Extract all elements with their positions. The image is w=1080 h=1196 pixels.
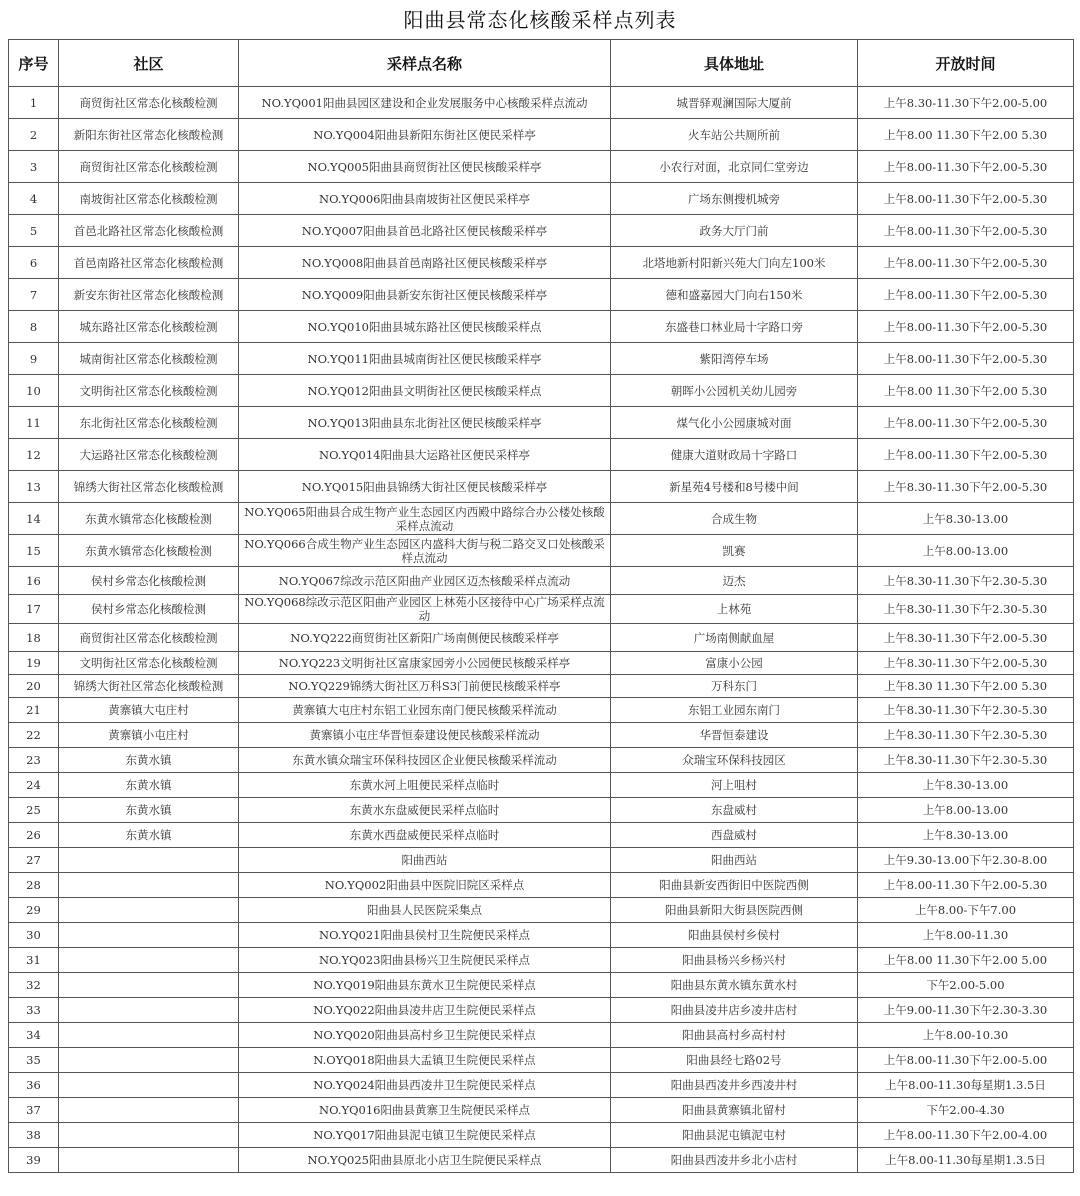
cell-community: 商贸街社区常态化核酸检测 <box>59 87 239 119</box>
cell-index: 2 <box>9 119 59 151</box>
cell-site-name: NO.YQ068综改示范区阳曲产业园区上林苑小区接待中心广场采样点流动 <box>239 595 611 624</box>
cell-site-name: NO.YQ004阳曲县新阳东街社区便民采样亭 <box>239 119 611 151</box>
cell-site-name: 东黄水西盘威便民采样点临时 <box>239 823 611 848</box>
cell-index: 30 <box>9 923 59 948</box>
sampling-points-table <box>8 39 1074 1173</box>
cell-hours: 上午8.00 11.30下午2.00 5.30 <box>858 119 1074 151</box>
cell-address: 东盛巷口林业局十字路口旁 <box>611 311 858 343</box>
table-row <box>9 923 1074 948</box>
cell-community <box>59 1123 239 1148</box>
table-row <box>9 675 1074 698</box>
table-row <box>9 948 1074 973</box>
cell-index: 16 <box>9 567 59 595</box>
cell-address: 朝晖小公园机关幼儿园旁 <box>611 375 858 407</box>
cell-index: 10 <box>9 375 59 407</box>
cell-site-name: 黄寨镇大屯庄村东铝工业园东南门便民核酸采样流动 <box>239 698 611 723</box>
cell-address: 阳曲县凌井店乡凌井店村 <box>611 998 858 1023</box>
cell-hours: 上午8.00-11.30下午2.00-5.30 <box>858 343 1074 375</box>
cell-address: 迈杰 <box>611 567 858 595</box>
cell-community: 新安东街社区常态化核酸检测 <box>59 279 239 311</box>
cell-address: 万科东门 <box>611 675 858 698</box>
cell-site-name: N.OYQ018阳曲县大盂镇卫生院便民采样点 <box>239 1048 611 1073</box>
cell-address: 城晋驿观澜国际大厦前 <box>611 87 858 119</box>
table-row <box>9 279 1074 311</box>
cell-site-name: NO.YQ013阳曲县东北街社区便民核酸采样亭 <box>239 407 611 439</box>
table-row <box>9 748 1074 773</box>
cell-site-name: NO.YQ017阳曲县泥屯镇卫生院便民采样点 <box>239 1123 611 1148</box>
cell-hours: 上午8.00-11.30下午2.00-5.30 <box>858 183 1074 215</box>
cell-community: 东黄水镇常态化核酸检测 <box>59 503 239 535</box>
cell-index: 3 <box>9 151 59 183</box>
cell-community: 黄寨镇小屯庄村 <box>59 723 239 748</box>
cell-index: 5 <box>9 215 59 247</box>
cell-community: 文明街社区常态化核酸检测 <box>59 652 239 675</box>
cell-hours: 上午8.30-11.30下午2.30-5.30 <box>858 567 1074 595</box>
cell-index: 36 <box>9 1073 59 1098</box>
table-row <box>9 567 1074 595</box>
table-row <box>9 873 1074 898</box>
cell-hours: 上午8.30-11.30下午2.30-5.30 <box>858 748 1074 773</box>
cell-address: 华晋恒泰建设 <box>611 723 858 748</box>
cell-community: 首邑南路社区常态化核酸检测 <box>59 247 239 279</box>
cell-community: 侯村乡常态化核酸检测 <box>59 595 239 624</box>
cell-index: 15 <box>9 535 59 567</box>
cell-address: 小农行对面，北京同仁堂旁边 <box>611 151 858 183</box>
cell-index: 6 <box>9 247 59 279</box>
cell-index: 14 <box>9 503 59 535</box>
cell-address: 新星苑4号楼和8号楼中间 <box>611 471 858 503</box>
cell-site-name: 东黄水镇众瑞宝环保科技园区企业便民核酸采样流动 <box>239 748 611 773</box>
cell-hours: 上午8.00-11.30 <box>858 923 1074 948</box>
table-row <box>9 998 1074 1023</box>
cell-site-name: NO.YQ019阳曲县东黄水卫生院便民采样点 <box>239 973 611 998</box>
table-row <box>9 1148 1074 1173</box>
cell-hours: 上午8.00-11.30下午2.00-5.30 <box>858 279 1074 311</box>
cell-index: 24 <box>9 773 59 798</box>
table-row <box>9 798 1074 823</box>
table-header-row <box>9 40 1074 87</box>
table-row <box>9 1098 1074 1123</box>
cell-index: 39 <box>9 1148 59 1173</box>
cell-address: 火车站公共厕所前 <box>611 119 858 151</box>
cell-site-name: NO.YQ229锦绣大街社区万科S3门前便民核酸采样亭 <box>239 675 611 698</box>
cell-hours: 上午8.00-11.30每星期1.3.5日 <box>858 1148 1074 1173</box>
cell-site-name: NO.YQ010阳曲县城东路社区便民核酸采样点 <box>239 311 611 343</box>
cell-community: 新阳东街社区常态化核酸检测 <box>59 119 239 151</box>
cell-site-name: NO.YQ020阳曲县高村乡卫生院便民采样点 <box>239 1023 611 1048</box>
cell-hours: 上午8.00-11.30下午2.00-5.30 <box>858 311 1074 343</box>
table-row <box>9 848 1074 873</box>
table-row <box>9 311 1074 343</box>
cell-community: 文明街社区常态化核酸检测 <box>59 375 239 407</box>
page-title: 阳曲县常态化核酸采样点列表 <box>403 8 677 32</box>
cell-community <box>59 848 239 873</box>
cell-address: 富康小公园 <box>611 652 858 675</box>
cell-address: 北塔地新村阳新兴苑大门向左100米 <box>611 247 858 279</box>
cell-site-name: NO.YQ223文明街社区富康家园旁小公园便民核酸采样亭 <box>239 652 611 675</box>
cell-site-name: 东黄水东盘威便民采样点临时 <box>239 798 611 823</box>
cell-index: 27 <box>9 848 59 873</box>
table-row <box>9 1023 1074 1048</box>
cell-hours: 上午8.30-13.00 <box>858 773 1074 798</box>
table-row <box>9 247 1074 279</box>
cell-site-name: NO.YQ014阳曲县大运路社区便民采样亭 <box>239 439 611 471</box>
table-row <box>9 183 1074 215</box>
cell-site-name: NO.YQ023阳曲县杨兴卫生院便民采样点 <box>239 948 611 973</box>
cell-site-name: NO.YQ002阳曲县中医院旧院区采样点 <box>239 873 611 898</box>
cell-address: 阳曲县新安西街旧中医院西侧 <box>611 873 858 898</box>
cell-hours: 上午8.00-11.30下午2.00-5.30 <box>858 151 1074 183</box>
cell-site-name: NO.YQ015阳曲县锦绣大街社区便民核酸采样亭 <box>239 471 611 503</box>
cell-address: 紫阳湾停车场 <box>611 343 858 375</box>
cell-address: 德和盛嘉园大门向右150米 <box>611 279 858 311</box>
cell-community: 城南街社区常态化核酸检测 <box>59 343 239 375</box>
cell-address: 阳曲县高村乡高村村 <box>611 1023 858 1048</box>
cell-hours: 上午8.30 11.30下午2.00 5.30 <box>858 675 1074 698</box>
cell-index: 25 <box>9 798 59 823</box>
table-body <box>9 87 1074 1173</box>
cell-index: 9 <box>9 343 59 375</box>
cell-hours: 上午8.00-11.30下午2.00-5.30 <box>858 873 1074 898</box>
cell-site-name: NO.YQ067综改示范区阳曲产业园区迈杰核酸采样点流动 <box>239 567 611 595</box>
cell-hours: 下午2.00-4.30 <box>858 1098 1074 1123</box>
cell-address: 广场东侧搜机城旁 <box>611 183 858 215</box>
cell-community: 黄寨镇大屯庄村 <box>59 698 239 723</box>
header-index: 序号 <box>9 40 59 87</box>
cell-hours: 上午8.00-13.00 <box>858 535 1074 567</box>
cell-site-name: NO.YQ008阳曲县首邑南路社区便民核酸采样亭 <box>239 247 611 279</box>
cell-address: 东盘威村 <box>611 798 858 823</box>
table-row <box>9 503 1074 535</box>
cell-address: 东铝工业园东南门 <box>611 698 858 723</box>
cell-community: 商贸街社区常态化核酸检测 <box>59 151 239 183</box>
table-row <box>9 439 1074 471</box>
table-row <box>9 898 1074 923</box>
cell-address: 凯赛 <box>611 535 858 567</box>
cell-community: 南坡街社区常态化核酸检测 <box>59 183 239 215</box>
cell-address: 阳曲西站 <box>611 848 858 873</box>
cell-index: 37 <box>9 1098 59 1123</box>
cell-address: 阳曲县西凌井乡北小店村 <box>611 1148 858 1173</box>
cell-community: 锦绣大街社区常态化核酸检测 <box>59 471 239 503</box>
cell-hours: 上午8.30-11.30下午2.00-5.30 <box>858 471 1074 503</box>
cell-hours: 上午8.30-11.30下午2.30-5.30 <box>858 595 1074 624</box>
cell-community <box>59 1073 239 1098</box>
cell-address: 阳曲县西凌井乡西凌井村 <box>611 1073 858 1098</box>
cell-index: 31 <box>9 948 59 973</box>
cell-address: 政务大厅门前 <box>611 215 858 247</box>
cell-community <box>59 923 239 948</box>
cell-address: 合成生物 <box>611 503 858 535</box>
table-row <box>9 823 1074 848</box>
cell-index: 11 <box>9 407 59 439</box>
cell-community: 大运路社区常态化核酸检测 <box>59 439 239 471</box>
cell-community: 东北街社区常态化核酸检测 <box>59 407 239 439</box>
cell-index: 22 <box>9 723 59 748</box>
cell-site-name: NO.YQ025阳曲县原北小店卫生院便民采样点 <box>239 1148 611 1173</box>
cell-site-name: NO.YQ065阳曲县合成生物产业生态园区内西殿中路综合办公楼处核酸采样点流动 <box>239 503 611 535</box>
cell-hours: 上午8.30-11.30下午2.00-5.30 <box>858 624 1074 652</box>
table-row <box>9 973 1074 998</box>
cell-site-name: 东黄水河上咀便民采样点临时 <box>239 773 611 798</box>
cell-address: 阳曲县新阳大街县医院西侧 <box>611 898 858 923</box>
cell-site-name: NO.YQ007阳曲县首邑北路社区便民核酸采样亭 <box>239 215 611 247</box>
table-row <box>9 375 1074 407</box>
cell-index: 1 <box>9 87 59 119</box>
table-row <box>9 652 1074 675</box>
cell-community <box>59 898 239 923</box>
cell-index: 35 <box>9 1048 59 1073</box>
cell-community: 锦绣大街社区常态化核酸检测 <box>59 675 239 698</box>
cell-address: 众瑞宝环保科技园区 <box>611 748 858 773</box>
header-site-name: 采样点名称 <box>239 40 611 87</box>
cell-hours: 上午8.00-11.30下午2.00-5.30 <box>858 407 1074 439</box>
cell-community <box>59 1148 239 1173</box>
cell-address: 河上咀村 <box>611 773 858 798</box>
cell-site-name: NO.YQ009阳曲县新安东街社区便民核酸采样亭 <box>239 279 611 311</box>
cell-address: 广场南侧献血屋 <box>611 624 858 652</box>
cell-index: 28 <box>9 873 59 898</box>
cell-index: 7 <box>9 279 59 311</box>
cell-site-name: NO.YQ005阳曲县商贸街社区便民核酸采样亭 <box>239 151 611 183</box>
cell-address: 阳曲县杨兴乡杨兴村 <box>611 948 858 973</box>
cell-community: 东黄水镇 <box>59 798 239 823</box>
cell-hours: 上午8.00 11.30下午2.00 5.30 <box>858 375 1074 407</box>
cell-site-name: NO.YQ024阳曲县西凌井卫生院便民采样点 <box>239 1073 611 1098</box>
cell-site-name: NO.YQ022阳曲县凌井店卫生院便民采样点 <box>239 998 611 1023</box>
cell-community: 首邑北路社区常态化核酸检测 <box>59 215 239 247</box>
cell-address: 健康大道财政局十字路口 <box>611 439 858 471</box>
cell-hours: 下午2.00-5.00 <box>858 973 1074 998</box>
table-row <box>9 151 1074 183</box>
table-row <box>9 624 1074 652</box>
cell-site-name: 阳曲西站 <box>239 848 611 873</box>
cell-community <box>59 1023 239 1048</box>
cell-address: 阳曲县侯村乡侯村 <box>611 923 858 948</box>
cell-hours: 上午8.00-10.30 <box>858 1023 1074 1048</box>
table-row <box>9 723 1074 748</box>
cell-site-name: NO.YQ006阳曲县南坡街社区便民采样亭 <box>239 183 611 215</box>
table-row <box>9 698 1074 723</box>
table-row <box>9 1123 1074 1148</box>
cell-community: 东黄水镇 <box>59 823 239 848</box>
cell-address: 西盘威村 <box>611 823 858 848</box>
table-row <box>9 407 1074 439</box>
cell-index: 23 <box>9 748 59 773</box>
cell-community <box>59 873 239 898</box>
cell-index: 12 <box>9 439 59 471</box>
cell-address: 阳曲县泥屯镇泥屯村 <box>611 1123 858 1148</box>
cell-community <box>59 998 239 1023</box>
cell-index: 38 <box>9 1123 59 1148</box>
cell-community: 东黄水镇 <box>59 748 239 773</box>
table-row <box>9 595 1074 624</box>
cell-hours: 上午8.00-下午7.00 <box>858 898 1074 923</box>
cell-site-name: NO.YQ011阳曲县城南街社区便民核酸采样亭 <box>239 343 611 375</box>
cell-community: 商贸街社区常态化核酸检测 <box>59 624 239 652</box>
cell-community: 东黄水镇 <box>59 773 239 798</box>
cell-index: 20 <box>9 675 59 698</box>
table-row <box>9 535 1074 567</box>
cell-index: 33 <box>9 998 59 1023</box>
cell-hours: 上午8.30-11.30下午2.30-5.30 <box>858 723 1074 748</box>
cell-site-name: NO.YQ066合成生物产业生态园区内盛科大街与税二路交叉口处核酸采样点流动 <box>239 535 611 567</box>
header-address: 具体地址 <box>611 40 858 87</box>
cell-hours: 上午8.00-11.30下午2.00-5.30 <box>858 215 1074 247</box>
cell-site-name: NO.YQ021阳曲县侯村卫生院便民采样点 <box>239 923 611 948</box>
cell-hours: 上午9.00-11.30下午2.30-3.30 <box>858 998 1074 1023</box>
table-row <box>9 215 1074 247</box>
cell-index: 4 <box>9 183 59 215</box>
cell-hours: 上午8.00-11.30下午2.00-4.00 <box>858 1123 1074 1148</box>
cell-index: 34 <box>9 1023 59 1048</box>
cell-hours: 上午8.30-11.30下午2.00-5.30 <box>858 652 1074 675</box>
cell-site-name: 黄寨镇小屯庄华晋恒泰建设便民核酸采样流动 <box>239 723 611 748</box>
cell-address: 阳曲县东黄水镇东黄水村 <box>611 973 858 998</box>
cell-hours: 上午8.00-11.30下午2.00-5.30 <box>858 439 1074 471</box>
header-community: 社区 <box>59 40 239 87</box>
cell-site-name: 阳曲县人民医院采集点 <box>239 898 611 923</box>
cell-address: 阳曲县经七路02号 <box>611 1048 858 1073</box>
cell-hours: 上午8.00-11.30每星期1.3.5日 <box>858 1073 1074 1098</box>
cell-index: 17 <box>9 595 59 624</box>
cell-index: 21 <box>9 698 59 723</box>
cell-community: 东黄水镇常态化核酸检测 <box>59 535 239 567</box>
table-row <box>9 1048 1074 1073</box>
cell-hours: 上午8.30-13.00 <box>858 823 1074 848</box>
cell-hours: 上午8.30-11.30下午2.00-5.00 <box>858 87 1074 119</box>
table-row <box>9 1073 1074 1098</box>
header-hours: 开放时间 <box>858 40 1074 87</box>
cell-hours: 上午8.30-11.30下午2.30-5.30 <box>858 698 1074 723</box>
cell-hours: 上午8.00 11.30下午2.00 5.00 <box>858 948 1074 973</box>
cell-hours: 上午8.00-11.30下午2.00-5.00 <box>858 1048 1074 1073</box>
cell-index: 18 <box>9 624 59 652</box>
cell-address: 上林苑 <box>611 595 858 624</box>
table-row <box>9 119 1074 151</box>
cell-index: 32 <box>9 973 59 998</box>
table-row <box>9 87 1074 119</box>
cell-community: 侯村乡常态化核酸检测 <box>59 567 239 595</box>
cell-site-name: NO.YQ012阳曲县文明街社区便民核酸采样点 <box>239 375 611 407</box>
cell-index: 8 <box>9 311 59 343</box>
cell-hours: 上午8.00-13.00 <box>858 798 1074 823</box>
cell-site-name: NO.YQ222商贸街社区新阳广场南侧便民核酸采样亭 <box>239 624 611 652</box>
table-row <box>9 343 1074 375</box>
cell-community <box>59 948 239 973</box>
cell-hours: 上午8.00-11.30下午2.00-5.30 <box>858 247 1074 279</box>
table-row <box>9 773 1074 798</box>
cell-community: 城东路社区常态化核酸检测 <box>59 311 239 343</box>
cell-index: 29 <box>9 898 59 923</box>
cell-address: 煤气化小公园康城对面 <box>611 407 858 439</box>
cell-site-name: NO.YQ016阳曲县黄寨卫生院便民采样点 <box>239 1098 611 1123</box>
table-row <box>9 471 1074 503</box>
cell-hours: 上午9.30-13.00下午2.30-8.00 <box>858 848 1074 873</box>
cell-index: 26 <box>9 823 59 848</box>
cell-community <box>59 1098 239 1123</box>
cell-community <box>59 973 239 998</box>
cell-index: 19 <box>9 652 59 675</box>
cell-address: 阳曲县黄寨镇北留村 <box>611 1098 858 1123</box>
cell-site-name: NO.YQ001阳曲县园区建设和企业发展服务中心核酸采样点流动 <box>239 87 611 119</box>
cell-hours: 上午8.30-13.00 <box>858 503 1074 535</box>
cell-community <box>59 1048 239 1073</box>
cell-index: 13 <box>9 471 59 503</box>
